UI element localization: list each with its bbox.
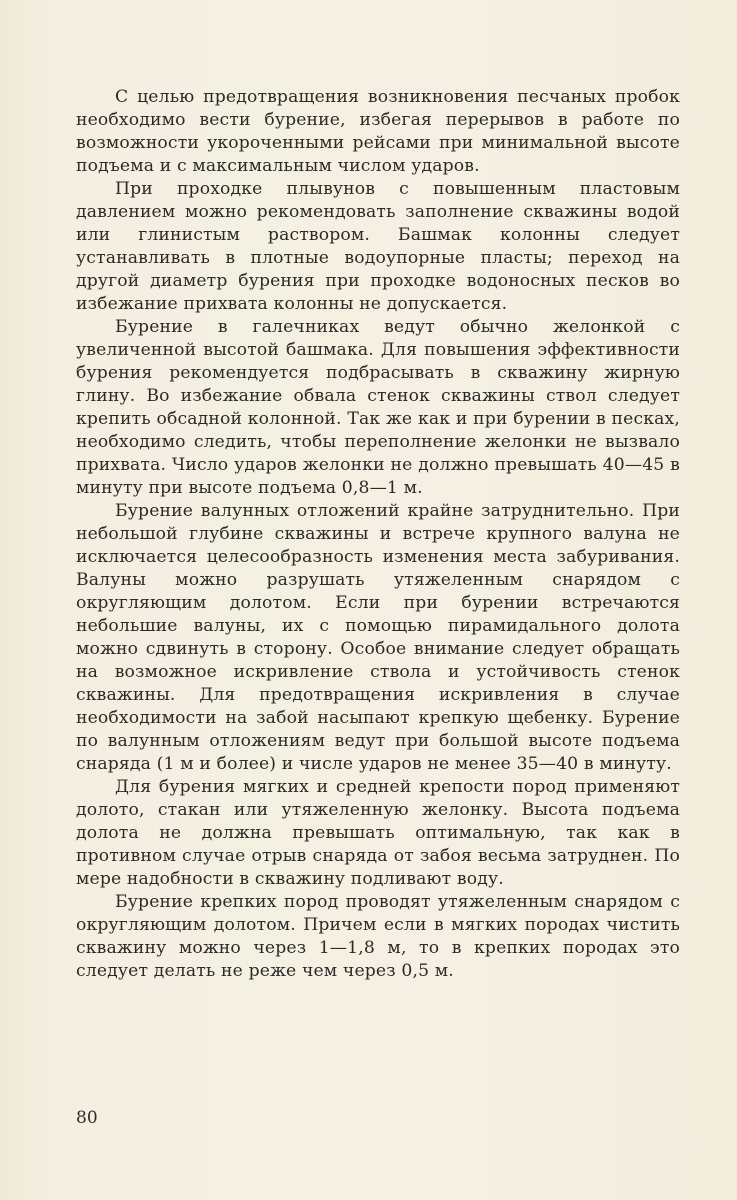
paragraph-pebbles: Бурение в галечниках ведут обычно желонкой с увеличенной высотой башмака. Для повышения эффективности бурения рекомендуется подбрасывать в скважину жирную глину. Во избежание обвала стенок скважины ствол следует крепить обсадной колонной. Так же как и при бурении в песках, необходимо следить, чтобы переполнение желонки не вызвало прихвата. Число ударов желонки не должно превышать 40—45 в минуту при высоте подъема 0,8—1 м. bbox=[76, 317, 680, 498]
paragraph-soft-rocks: Для бурения мягких и средней крепости пород применяют долото, стакан или утяжеленную желонку. Высота подъема долота не должна превышать оптимальную, так как в противном случае отрыв снаряда от забоя весьма затруднен. По мере надобности в скважину подливают воду. bbox=[76, 777, 680, 889]
page-number: 80 bbox=[76, 1108, 98, 1128]
paragraph-boulders: Бурение валунных отложений крайне затруднительно. При небольшой глубине скважины и встрече крупного валуна не исключается целесообразность изменения места забуривания. Валуны можно разрушать утяжеленным снарядом с округляющим долотом. Если при бурении встречаются небольшие валуны, их с помощью пирамидального долота можно сдвинуть в сторону. Особое внимание следует обращать на возможное искривление ствола и устойчивость стенок скважины. Для предотвращения искривления в случае необходимости на забой насыпают крепкую щебенку. Бурение по валунным отложениям ведут при большой высоте подъема снаряда (1 м и более) и числе ударов не менее 35—40 в минуту. bbox=[76, 501, 680, 774]
body-text bbox=[76, 86, 680, 983]
paragraph-sand-plugs: С целью предотвращения возникновения песчаных пробок необходимо вести бурение, избегая перерывов в работе по возможности укороченными рейсами при минимальной высоте подъема и с максимальным числом ударов. bbox=[76, 87, 680, 176]
paragraph-hard-rocks: Бурение крепких пород проводят утяжеленным снарядом с округляющим долотом. Причем если в мягких породах чистить скважину можно через 1—1,8 м, то в крепких породах это следует делать не реже чем через 0,5 м. bbox=[76, 892, 680, 981]
paragraph-quicksand: При проходке плывунов с повышенным пластовым давлением можно рекомендовать заполнение скважины водой или глинистым раствором. Башмак колонны следует устанавливать в плотные водоупорные пласты; переход на другой диаметр бурения при проходке водоносных песков во избежание прихвата колонны не допускается. bbox=[76, 179, 680, 314]
